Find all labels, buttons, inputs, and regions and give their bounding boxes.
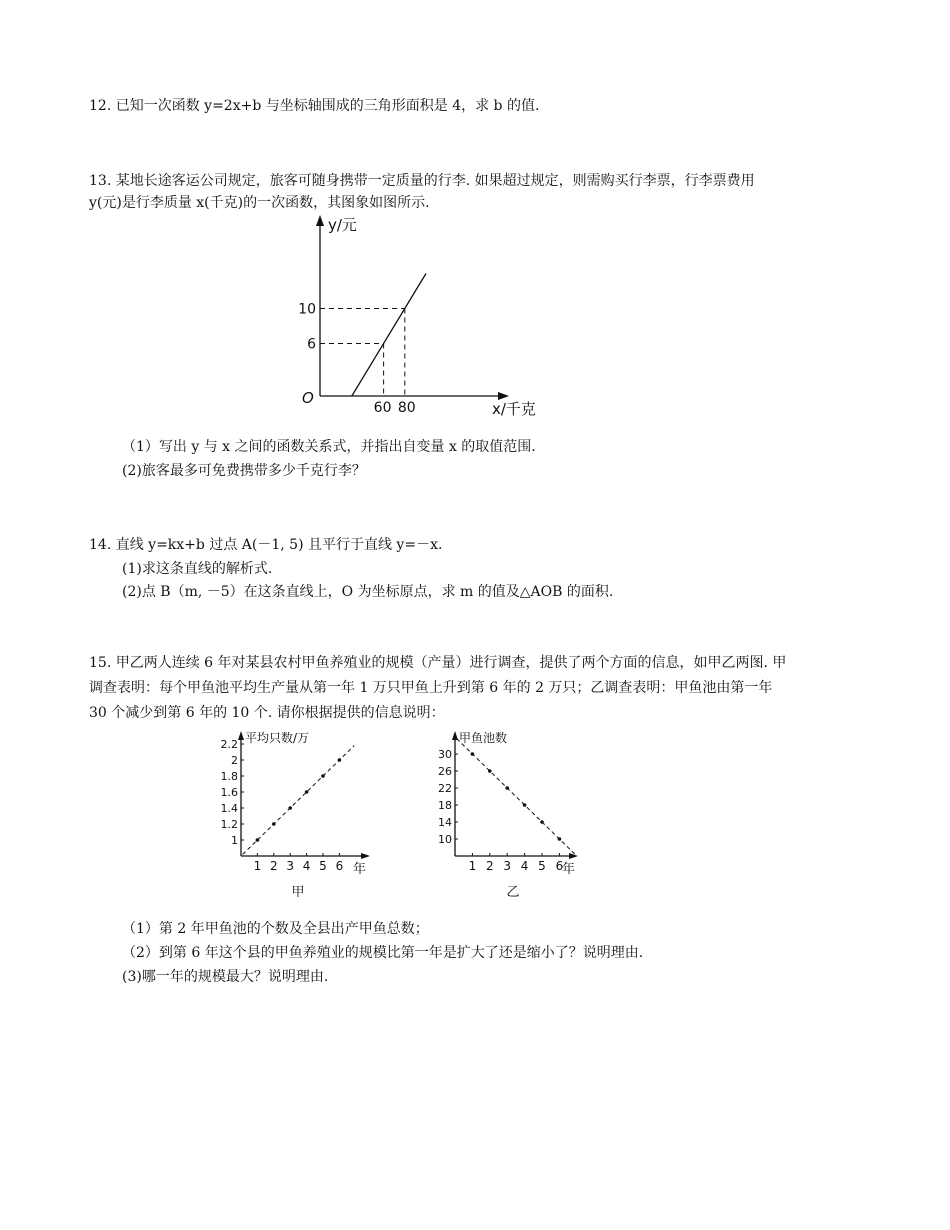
c3-x-arrow (569, 853, 578, 859)
c3-x-label: 年 (562, 862, 576, 877)
c3-point (505, 786, 509, 790)
q15-sub1: （1）第 2 年甲鱼池的个数及全县出产甲鱼总数； (122, 921, 429, 937)
c3-y-tick: 30 (438, 748, 452, 761)
c3-y-tick: 10 (438, 833, 452, 846)
c2-point (338, 758, 342, 762)
luggage-fee-chart (290, 212, 560, 422)
c2-x-tick: 2 (269, 859, 278, 873)
c1-y-arrow (316, 215, 324, 226)
c3-x-tick: 1 (468, 859, 477, 873)
c2-y-tick: 2.2 (220, 738, 238, 751)
c3-x-tick: 6 (555, 859, 564, 873)
q15-line1: 15. 甲乙两人连续 6 年对某县农村甲鱼养殖业的规模（产量）进行调查，提供了两个方面的信息，如甲乙两图. 甲 (89, 655, 787, 671)
avg-yield-chart (205, 728, 385, 903)
c3-x-tick: 3 (503, 859, 512, 873)
c1-x-label: x/千克 (492, 400, 536, 418)
q14-sub1: (1)求这条直线的解析式. (122, 561, 273, 577)
c3-point (471, 752, 475, 756)
c3-trend-line (457, 739, 575, 855)
c2-point (256, 838, 260, 842)
c2-trend-line (243, 746, 355, 855)
q13-sub2: (2)旅客最多可免费携带多少千克行李？ (122, 463, 366, 479)
c2-y-tick: 1 (231, 834, 238, 847)
c2-x-label: 年 (353, 862, 367, 877)
q15-line2: 调查表明：每个甲鱼池平均生产量从第一年 1 万只甲鱼上升到第 6 年的 2 万只；乙调查表明：甲鱼池由第一年 (89, 680, 773, 696)
c2-x-tick: 4 (302, 859, 311, 873)
c2-x-tick: 6 (335, 859, 344, 873)
c3-title: 乙 (506, 885, 520, 900)
c2-point (272, 822, 276, 826)
c2-x-tick: 3 (286, 859, 295, 873)
c3-point (540, 820, 544, 824)
c3-x-tick: 5 (538, 859, 546, 873)
c2-y-tick: 1.6 (220, 786, 238, 799)
q12-text: 12. 已知一次函数 y=2x+b 与坐标轴围成的三角形面积是 4，求 b 的值. (89, 98, 540, 114)
c3-point (558, 837, 562, 841)
c3-y-tick: 18 (438, 799, 452, 812)
q14-line1: 14. 直线 y=kx+b 过点 A(－1, 5) 且平行于直线 y=－x. (89, 537, 443, 553)
q13-sub1: （1）写出 y 与 x 之间的函数关系式，并指出自变量 x 的取值范围. (122, 439, 536, 455)
q15-sub3: (3)哪一年的规模最大？说明理由. (122, 969, 329, 985)
c1-y-tick: 6 (307, 336, 316, 353)
c2-y-tick: 1.8 (220, 770, 238, 783)
c3-y-tick: 14 (438, 816, 452, 829)
c2-x-tick: 5 (319, 859, 327, 873)
q13-line1: 13. 某地长途客运公司规定，旅客可随身携带一定质量的行李. 如果超过规定，则需购买行李票，行李票费用 (89, 173, 755, 189)
c3-y-label: 甲鱼池数 (459, 731, 508, 745)
c1-y-label: y/元 (328, 216, 357, 234)
c3-y-tick: 26 (438, 765, 452, 778)
c3-y-tick: 22 (438, 782, 452, 795)
c3-x-tick: 4 (520, 859, 529, 873)
c2-y-arrow (238, 731, 244, 740)
c2-x-arrow (361, 853, 370, 859)
q15-sub2: （2）到第 6 年这个县的甲鱼养殖业的规模比第一年是扩大了还是缩小了？说明理由. (122, 945, 644, 961)
c2-point (321, 774, 325, 778)
c3-point (488, 769, 492, 773)
q15-line3: 30 个减少到第 6 年的 10 个. 请你根据提供的信息说明： (89, 705, 445, 721)
c2-point (288, 806, 292, 810)
q13-line2: y(元)是行李质量 x(千克)的一次函数，其图象如图所示. (89, 195, 430, 211)
c3-point (523, 803, 527, 807)
c2-y-tick: 1.4 (220, 802, 238, 815)
c1-x-tick: 80 (397, 400, 416, 416)
c1-fee-line (352, 274, 426, 397)
c1-x-tick: 60 (373, 400, 392, 416)
c1-y-tick: 10 (298, 301, 316, 318)
c2-y-tick: 1.2 (220, 818, 238, 831)
pond-count-chart (425, 728, 605, 903)
c1-origin: O (302, 389, 314, 407)
c3-x-tick: 2 (485, 859, 494, 873)
q14-sub2: (2)点 B（m, －5）在这条直线上，O 为坐标原点，求 m 的值及△AOB 的面积. (122, 584, 614, 600)
c2-x-tick: 1 (253, 859, 262, 873)
c2-title: 甲 (291, 885, 305, 900)
c2-point (305, 790, 309, 794)
c2-y-tick: 2 (231, 754, 238, 767)
c2-y-label: 平均只数/万 (245, 731, 310, 745)
c1-x-arrow (498, 392, 509, 400)
